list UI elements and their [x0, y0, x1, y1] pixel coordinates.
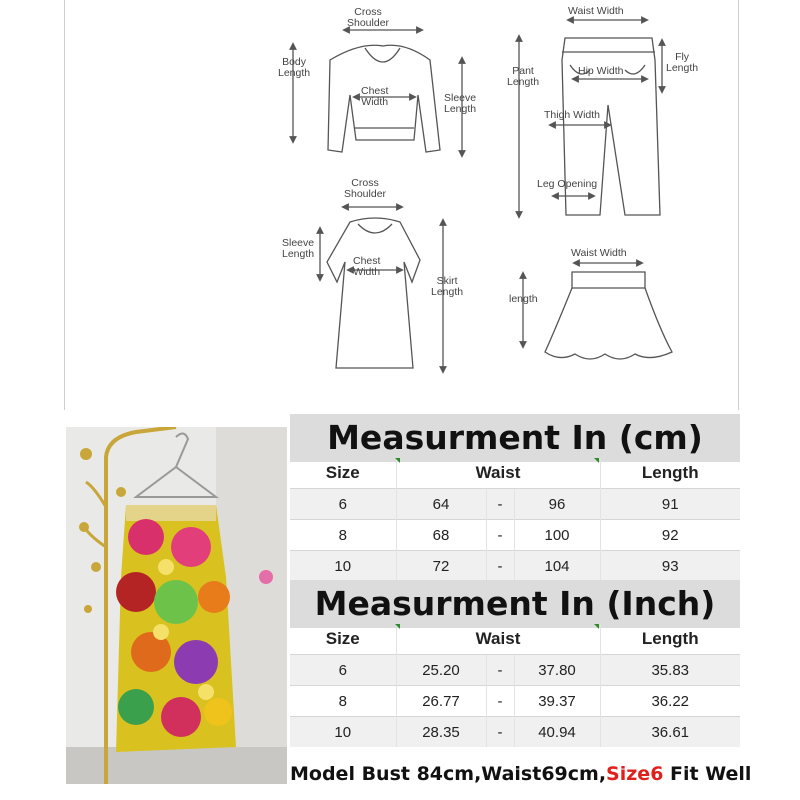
length-cell: 92 — [600, 520, 740, 551]
range-dash: - — [486, 686, 514, 717]
pants-hip-width-label: Hip Width — [578, 65, 624, 77]
cm-table-header-row — [290, 458, 740, 489]
size-cell: 10 — [290, 551, 396, 582]
cm-table-title: Measurment In (cm) — [290, 414, 740, 462]
waist-max-cell: 37.80 — [514, 655, 600, 686]
cell-corner-mark — [594, 458, 599, 463]
dress-sketch — [320, 207, 443, 370]
table-row — [290, 520, 740, 551]
range-dash: - — [486, 489, 514, 520]
size-column-header: Size — [325, 629, 360, 648]
product-photo — [66, 427, 287, 784]
sweater-chest-width-label: Chest Width — [361, 85, 389, 108]
inch-size-table — [290, 624, 740, 747]
waist-min-cell: 72 — [396, 551, 486, 582]
length-cell: 93 — [600, 551, 740, 582]
skirt-waist-width-label: Waist Width — [571, 247, 627, 259]
cell-corner-mark — [395, 624, 400, 629]
size-cell: 8 — [290, 520, 396, 551]
pants-leg-opening-label: Leg Opening — [537, 178, 598, 190]
model-fit-note — [290, 756, 752, 792]
size-cell: 10 — [290, 717, 396, 748]
pants-fly-length-label: Fly Length — [666, 51, 699, 74]
waist-min-cell: 68 — [396, 520, 486, 551]
waist-max-cell: 100 — [514, 520, 600, 551]
waist-min-cell: 26.77 — [396, 686, 486, 717]
length-cell: 91 — [600, 489, 740, 520]
length-cell: 36.61 — [600, 717, 740, 748]
table-row — [290, 655, 740, 686]
length-column-header: Length — [600, 458, 740, 489]
pants-pant-length-label: Pant Length — [507, 65, 540, 88]
skirt-length-label: length — [509, 293, 538, 305]
length-column-header: Length — [600, 624, 740, 655]
waist-column-header: Waist — [396, 458, 600, 489]
length-cell: 35.83 — [600, 655, 740, 686]
cell-corner-mark — [594, 624, 599, 629]
range-dash: - — [486, 655, 514, 686]
sweater-cross-shoulder-label: Cross Shoulder — [347, 6, 390, 29]
waist-max-cell: 39.37 — [514, 686, 600, 717]
range-dash: - — [486, 717, 514, 748]
sweater-body-length-label: Body Length — [278, 56, 311, 79]
inch-table-title: Measurment In (Inch) — [290, 580, 740, 628]
model-fit-suffix: Fit Well — [663, 763, 752, 785]
size-cell: 6 — [290, 655, 396, 686]
table-row — [290, 551, 740, 582]
pants-waist-width-label: Waist Width — [568, 5, 624, 17]
waist-max-cell: 104 — [514, 551, 600, 582]
waist-min-cell: 25.20 — [396, 655, 486, 686]
dress-sleeve-length-label: Sleeve Length — [282, 237, 315, 260]
skirt-sketch — [523, 263, 672, 359]
dress-chest-width-label: Chest Width — [353, 255, 381, 278]
cell-corner-mark — [395, 458, 400, 463]
waist-max-cell: 40.94 — [514, 717, 600, 748]
model-fit-text: Model Bust 84cm,Waist69cm, — [290, 763, 607, 785]
dress-skirt-length-label: Skirt Length — [431, 275, 464, 298]
range-dash: - — [486, 520, 514, 551]
size-column-header: Size — [325, 463, 360, 482]
model-size-highlight: Size6 — [606, 763, 664, 785]
table-row — [290, 686, 740, 717]
length-cell: 36.22 — [600, 686, 740, 717]
size-cell: 8 — [290, 686, 396, 717]
cm-size-table — [290, 458, 740, 581]
waist-column-header: Waist — [396, 624, 600, 655]
sweater-sleeve-length-label: Sleeve Length — [444, 92, 477, 115]
size-cell: 6 — [290, 489, 396, 520]
table-row — [290, 717, 740, 748]
waist-max-cell: 96 — [514, 489, 600, 520]
waist-min-cell: 28.35 — [396, 717, 486, 748]
inch-table-header-row — [290, 624, 740, 655]
dress-cross-shoulder-label: Cross Shoulder — [344, 177, 387, 200]
waist-min-cell: 64 — [396, 489, 486, 520]
table-row — [290, 489, 740, 520]
range-dash: - — [486, 551, 514, 582]
pants-thigh-width-label: Thigh Width — [544, 109, 601, 121]
